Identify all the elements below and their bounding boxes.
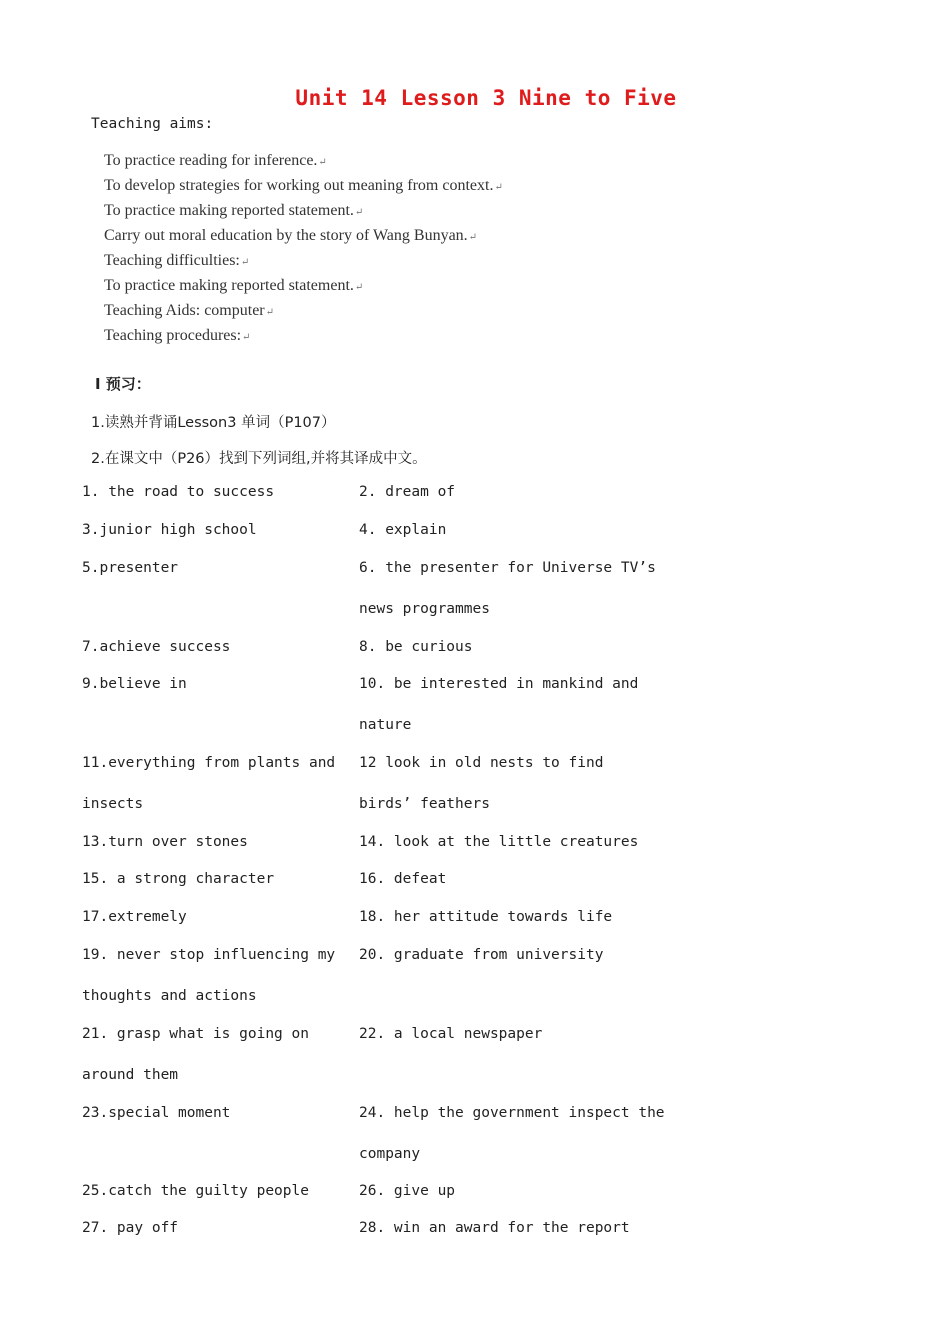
- phrase-text: 7.achieve success: [82, 639, 231, 655]
- phrase-right: [359, 559, 658, 619]
- phrase-left: [82, 1025, 342, 1085]
- phrase-text: 10. be interested in mankind and: [359, 676, 639, 692]
- phrase-text: 11.everything from plants and: [82, 755, 336, 771]
- phrase-continuation: insects: [82, 796, 144, 812]
- phrase-text: 20. graduate from university: [359, 947, 604, 963]
- phrase-right: [359, 908, 658, 927]
- phrase-right: [359, 483, 658, 502]
- phrase-right: [359, 638, 658, 657]
- aim-item: To practice reading for inference. ↵: [104, 150, 503, 175]
- phrase-text: 6. the presenter for Universe TV’s: [359, 560, 656, 576]
- page-title: Unit 14 Lesson 3 Nine to Five: [295, 86, 677, 110]
- phrase-continuation: birds’ feathers: [359, 796, 490, 812]
- phrase-text: 16. defeat: [359, 871, 447, 887]
- phrase-continuation: around them: [82, 1067, 179, 1083]
- phrase-continuation: nature: [359, 717, 412, 733]
- phrase-text: 3.junior high school: [82, 522, 257, 538]
- phrase-text: 23.special moment: [82, 1105, 231, 1121]
- phrase-right: [359, 833, 658, 852]
- aim-item: To develop strategies for working out meaning from context. ↵: [104, 175, 503, 200]
- phrase-left: [82, 559, 342, 578]
- phrase-right: [359, 870, 658, 889]
- phrase-text: 26. give up: [359, 1183, 456, 1199]
- phrase-text: 12 look in old nests to find: [359, 755, 604, 771]
- phrase-right: [359, 675, 658, 735]
- phrase-text: 18. her attitude towards life: [359, 909, 613, 925]
- phrase-right: [359, 521, 658, 540]
- phrase-text: 21. grasp what is going on: [82, 1026, 309, 1042]
- phrase-right: [359, 1219, 658, 1238]
- phrase-left: [82, 833, 342, 852]
- phrase-right: [359, 754, 658, 814]
- section-preview-title: Ⅰ 预习：: [95, 375, 151, 393]
- phrase-text: 4. explain: [359, 522, 447, 538]
- teaching-aims-label: Teaching aims:: [91, 116, 214, 132]
- phrase-right: [359, 1182, 658, 1201]
- phrase-left: [82, 521, 342, 540]
- phrase-continuation: company: [359, 1146, 421, 1162]
- phrase-text: 27. pay off: [82, 1220, 179, 1236]
- phrase-left: [82, 754, 342, 814]
- aim-item: Teaching difficulties: ↵: [104, 250, 503, 275]
- phrase-text: 28. win an award for the report: [359, 1220, 630, 1236]
- phrase-text: 24. help the government inspect the: [359, 1105, 665, 1121]
- aim-item: Carry out moral education by the story of Wang Bunyan. ↵: [104, 225, 503, 250]
- phrase-text: 25.catch the guilty people: [82, 1183, 309, 1199]
- phrase-text: 9.believe in: [82, 676, 187, 692]
- phrase-right: [359, 946, 658, 965]
- teaching-aims-list: [104, 150, 503, 350]
- phrase-text: 14. look at the little creatures: [359, 834, 639, 850]
- phrase-left: [82, 870, 342, 889]
- phrase-right: [359, 1025, 658, 1044]
- phrase-left: [82, 946, 342, 1006]
- phrase-continuation: news programmes: [359, 601, 490, 617]
- phrase-left: [82, 1104, 342, 1123]
- phrase-text: 15. a strong character: [82, 871, 275, 887]
- aim-item: Teaching Aids: computer ↵: [104, 300, 503, 325]
- phrase-continuation: thoughts and actions: [82, 988, 257, 1004]
- phrase-left: [82, 675, 342, 694]
- phrase-text: 5.presenter: [82, 560, 179, 576]
- aim-item: To practice making reported statement. ↵: [104, 200, 503, 225]
- phrase-text: 17.extremely: [82, 909, 187, 925]
- phrase-text: 22. a local newspaper: [359, 1026, 543, 1042]
- phrase-left: [82, 638, 342, 657]
- phrase-left: [82, 1219, 342, 1238]
- phrase-text: 19. never stop influencing my: [82, 947, 336, 963]
- phrase-text: 8. be curious: [359, 639, 473, 655]
- phrase-left: [82, 1182, 342, 1201]
- phrase-text: 2. dream of: [359, 484, 456, 500]
- phrase-left: [82, 908, 342, 927]
- aim-item: Teaching procedures: ↵: [104, 325, 503, 350]
- phrase-left: [82, 483, 342, 502]
- phrase-right: [359, 1104, 665, 1164]
- aim-item: To practice making reported statement. ↵: [104, 275, 503, 300]
- instruction-2: 2.在课文中（P26）找到下列词组,并将其译成中文。: [91, 451, 427, 467]
- phrase-text: 1. the road to success: [82, 484, 275, 500]
- instruction-1: 1.读熟并背诵Lesson3 单词（P107）: [91, 415, 336, 431]
- phrase-text: 13.turn over stones: [82, 834, 248, 850]
